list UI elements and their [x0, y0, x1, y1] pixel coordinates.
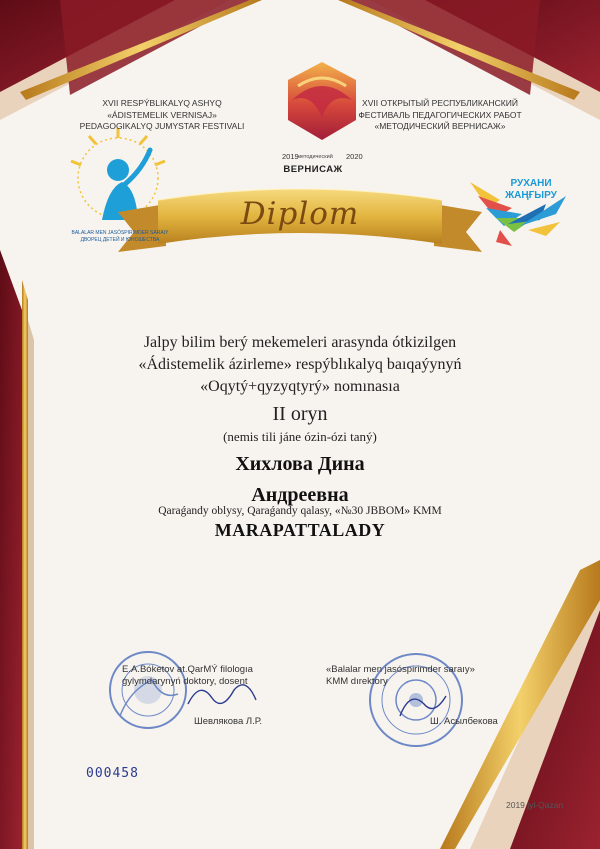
signature-left-line2: ǵylymdarynyń doktory, dosent: [122, 676, 248, 687]
header-left-line: XVII RESPÝBLIKALYQ ASHYQ: [102, 98, 222, 108]
body-line3: «Oqytý+qyzyqtyrý» nomınasıa: [200, 378, 400, 395]
festival-name: ВЕРНИСАЖ: [283, 164, 343, 175]
awarded-statement: MARAPATTALADY: [214, 520, 386, 540]
kids-caption-line1: BALALAR MEN JASÓSPIRIMDER SARAIY: [71, 230, 169, 236]
place-awarded: II oryn: [272, 403, 328, 425]
recipient-name-line1: Хихлова Дина: [235, 453, 365, 475]
signature-right-name: Ш. Асылбекова: [430, 716, 498, 727]
header-left-line: PEDAGOGIKALYQ JUMYSTAR FESTIVALІ: [79, 121, 245, 131]
header-right-line: XVII ОТКРЫТЫЙ РЕСПУБЛИКАНСКИЙ: [362, 98, 518, 108]
header-right-russian: [350, 98, 530, 133]
serial-number: 000458: [86, 766, 139, 781]
rukhani-line2: ЖАҢҒЫРУ: [505, 190, 557, 201]
header-right-line: ФЕСТИВАЛЬ ПЕДАГОГИЧЕСКИХ РАБОТ: [358, 109, 522, 120]
right-signature: [400, 696, 446, 716]
signature-right-title: [326, 664, 475, 688]
festival-subtitle: методический: [297, 154, 333, 160]
recipient-organization: Qaraǵandy oblysy, Qaraǵandy qalasy, «№30 JBBOM» KMM: [158, 505, 442, 517]
festival-logo: [288, 62, 356, 140]
signature-left-name: Шевлякова Л.Р.: [194, 716, 262, 727]
festival-year-end: 2020: [346, 152, 363, 161]
signature-right-line2: KMM dırektory: [326, 676, 388, 687]
signature-right-line1: «Balalar men jasóspirimder saraıy»: [326, 664, 475, 675]
footer-date-place: 2019 jyl-Qazan: [506, 800, 564, 810]
rukhani-line1: РУХАНИ: [510, 178, 552, 189]
body-line2: «Ádistemelik ázirleme» respýblıkalyq baıqaýynyń: [138, 356, 462, 373]
header-left-kazakh: [72, 98, 252, 133]
signature-left-title: [122, 664, 253, 688]
diploma-title: Diplom: [240, 196, 360, 232]
subject-line: (nemis tili jáne ózin-ózi taný): [223, 429, 377, 444]
kids-caption-line2: ДВОРЕЦ ДЕТЕЙ И ЮНОШЕСТВА: [80, 236, 160, 243]
body-line1: Jalpy bilim berý mekemeleri arasynda ótkizilgen: [143, 334, 457, 351]
diploma-body: [60, 332, 540, 398]
festival-year-start: 2019: [282, 152, 299, 161]
recipient-name-line2: Андреевна: [251, 484, 349, 506]
left-border-ornament: [0, 250, 34, 849]
header-left-line: «ÁDISTEMELIK VERNISAJ»: [107, 109, 217, 120]
signature-left-line1: E.A.Bóketov at.QarMÝ filologıa: [122, 664, 253, 675]
header-right-line: «МЕТОДИЧЕСКИЙ ВЕРНИСАЖ»: [374, 121, 506, 131]
